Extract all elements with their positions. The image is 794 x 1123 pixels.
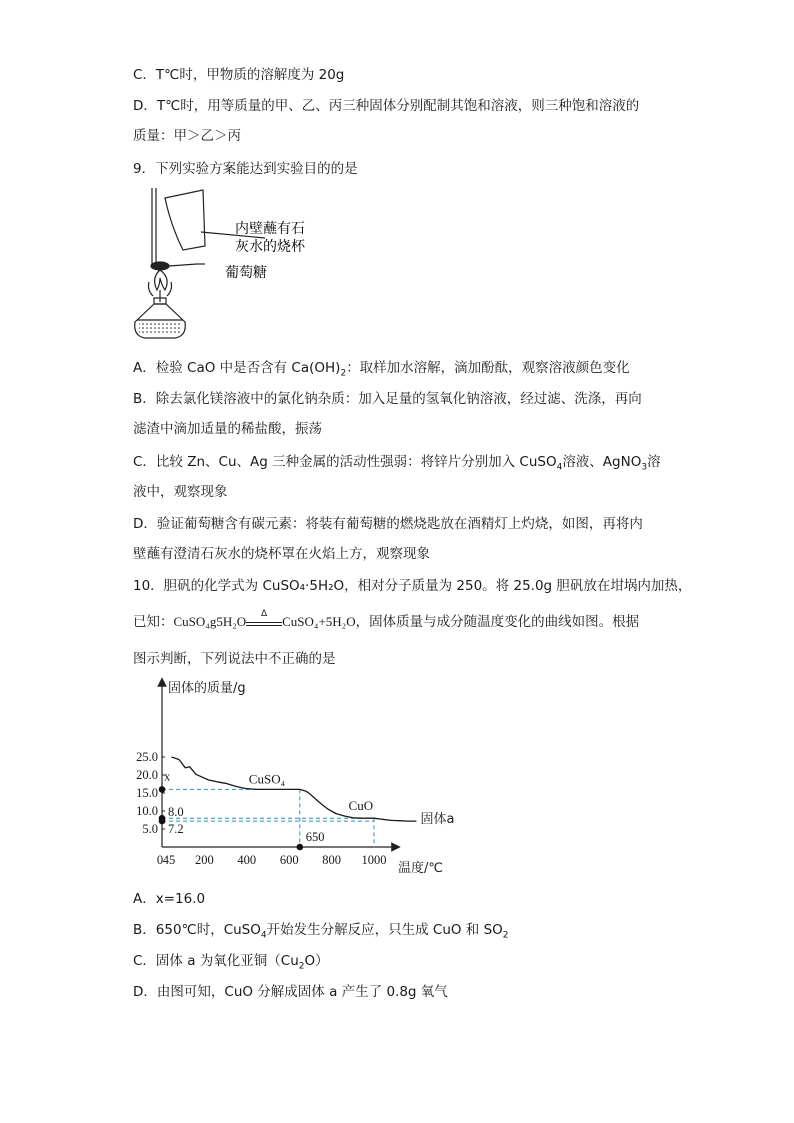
- q10-stem-line1: 10．胆矾的化学式为 CuSO₄·5H₂O，相对分子质量为 250。将 25.0g 胆矾放在坩埚内加热，: [133, 578, 692, 594]
- x-tick-label: 0: [156, 853, 164, 867]
- data-point-marker: [159, 818, 166, 825]
- q9-option-c-line2: 液中，观察现象: [133, 484, 228, 500]
- label-glucose: 葡萄糖: [225, 265, 267, 281]
- x-tick-label: 45: [162, 853, 176, 867]
- q10-option-b: B．650℃时，CuSO$_4$开始发生分解反应，只生成 CuO 和 $SO_2$: [133, 922, 509, 941]
- x-tick-label: 600: [279, 853, 299, 867]
- equation-left: CuSO₄g5H₂O: [173, 614, 247, 629]
- q9-option-a: A．检验 CaO 中是否含有 $Ca(OH)_2$：取样加水溶解，滴加酚酞，观察溶液颜色变化: [133, 360, 630, 379]
- reaction-arrow: Δ: [246, 620, 282, 626]
- mass-curve: [172, 757, 417, 821]
- y-tick-label: 25.0: [136, 750, 158, 764]
- glucose-combustion-apparatus: [125, 186, 335, 346]
- q10-option-d: D．由图可知，CuO 分解成固体 a 产生了 0.8g 氧气: [133, 984, 448, 1000]
- x-tick-label: 200: [195, 853, 214, 867]
- x-tick-label: 800: [322, 853, 341, 867]
- label-solid-a: 固体a: [420, 812, 455, 828]
- q9-stem: 9．下列实验方案能达到实验目的的是: [133, 161, 358, 177]
- label-7-2: 7.2: [168, 822, 184, 837]
- q9-option-b-line1: B．除去氯化镁溶液中的氯化钠杂质：加入足量的氢氧化钠溶液，经过滤、洗涤，再向: [133, 391, 642, 407]
- q10-stem-line3: 图示判断，下列说法中不正确的是: [133, 651, 336, 667]
- y-tick-label: 10.0: [136, 804, 158, 818]
- q9-option-c-line1: C．比较 Zn、Cu、Ag 三种金属的活动性强弱：将锌片分别加入 CuSO$_4$溶液、AgNO$_3$溶: [133, 454, 661, 473]
- label-8-0: 8.0: [168, 805, 184, 820]
- q8-option-c: C．T℃时，甲物质的溶解度为 20g: [133, 67, 345, 83]
- q9-option-d-line1: D．验证葡萄糖含有碳元素：将装有葡萄糖的燃烧匙放在酒精灯上灼烧，如图，再将内: [133, 516, 643, 532]
- label-650: 650: [305, 830, 325, 844]
- data-point-marker: [159, 786, 166, 793]
- data-point-marker: [297, 844, 304, 851]
- mass-temperature-chart: [128, 672, 458, 882]
- label-x: x: [164, 769, 171, 784]
- q9-option-d-line2: 壁蘸有澄清石灰水的烧杯罩在火焰上方，观察现象: [133, 546, 430, 562]
- label-beaker-line2: 灰水的烧杯: [235, 239, 305, 255]
- y-axis-title: 固体的质量/g: [168, 681, 246, 696]
- q10-equation-line: 已知：CuSO₄g5H₂O Δ CuSO₄+5H₂O，固体质量与成分随温度变化的曲线如图。根据: [133, 609, 640, 630]
- q10-option-a: A．x=16.0: [133, 891, 206, 907]
- q9-option-b-line2: 滤渣中滴加适量的稀盐酸，振荡: [133, 421, 322, 437]
- x-axis-title: 温度/℃: [398, 861, 443, 876]
- x-tick-label: 400: [237, 853, 257, 867]
- y-tick-label: 20.0: [136, 768, 158, 782]
- q8-option-d-line1: D．T℃时，用等质量的甲、乙、丙三种固体分别配制其饱和溶液，则三种饱和溶液的: [133, 98, 640, 114]
- q8-option-d-line2: 质量：甲＞乙＞丙: [133, 128, 241, 144]
- y-tick-label: 15.0: [136, 786, 158, 800]
- label-beaker-line1: 内壁蘸有石: [235, 221, 305, 237]
- x-tick-label: 1000: [361, 853, 387, 867]
- y-tick-label: 5.0: [142, 822, 158, 836]
- q10-option-c: C．固体 a 为氧化亚铜$(Cu_2O)$: [133, 953, 329, 972]
- equation-right: CuSO₄+5H₂O: [282, 614, 356, 629]
- label-cuo: CuO: [348, 798, 374, 814]
- label-cuso4: CuSO₄: [248, 771, 286, 787]
